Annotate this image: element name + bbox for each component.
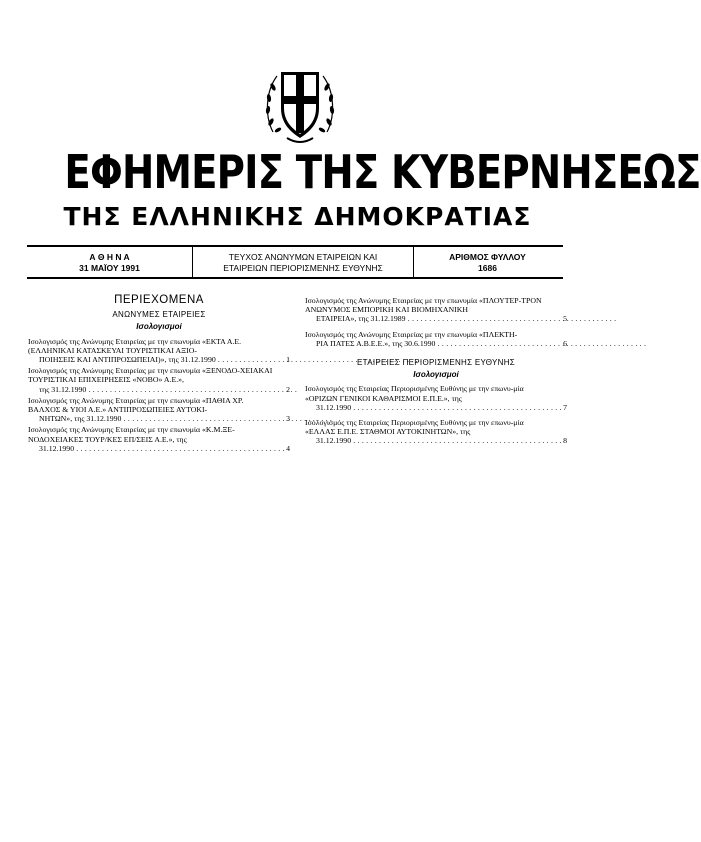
contents-heading: ΠΕΡΙΕΧΟΜΕΝΑ xyxy=(114,294,204,306)
issue-place-date xyxy=(27,252,192,274)
issue-date: 31 ΜΑΪΟΥ 1991 xyxy=(79,263,140,273)
entry-tail: ΠΟΙΗΣΕΙΣ ΚΑΙ ΑΝΤΙΠΡΟΣΩΠΕΙΑΙ)», της 31.12.1990 . . . xyxy=(28,355,276,364)
greek-coat-of-arms-icon xyxy=(263,62,337,144)
gazette-subtitle: ΤΗΣ ΕΛΛΗΝΙΚΗΣ ΔΗΜΟΚΡΑΤΙΑΣ xyxy=(63,202,532,231)
entry-text: Ισολογισμός της Ανώνυμης Εταιρείας με την επωνυμία «ΕΚΤΑ Α.Ε. (ΕΛΛΗΝΙΚΑΙ ΚΑΤΑΣΚΕΥΑΙ ΤΟΥΡΙΣΤΙΚΑΙ ΑΞΙΟ- xyxy=(28,336,242,355)
entry-text: Ισολογισμός της Ανώνυμης Εταιρείας με την επωνυμία «ΠΛΕΚΤΗ- xyxy=(305,329,518,339)
contents-entry[interactable] xyxy=(28,366,290,394)
entry-page-number: 4 xyxy=(286,443,290,453)
contents-entry[interactable] xyxy=(305,330,567,348)
section-heading-epe: ΕΤΑΙΡΕΙΕΣ ΠΕΡΙΟΡΙΣΜΕΝΗΣ ΕΥΘΥΝΗΣ xyxy=(356,358,516,368)
entry-page-number: 6 xyxy=(563,338,567,348)
entry-text: Ισολογισμός της Ανώνυμης Εταιρείας με την επωνυμία «ΞΕΝΟΔΟ-ΧΕΙΑΚΑΙ ΤΟΥΡΙΣΤΙΚΑΙ ΕΠΙΧΕΙΡΗΣΕΙΣ «ΝΟΒΟ» Α.Ε.», xyxy=(28,366,273,385)
contents-entry[interactable] xyxy=(28,396,290,424)
entry-tail: 31.12.1990 . . . xyxy=(28,444,276,453)
entry-text: Ισολογισμός της Ανώνυμης Εταιρείας με την επωνυμία «ΠΛΟΥΤΕΡ-ΤΡΟΝ ΑΝΩΝΥΜΟΣ ΕΜΠΟΡΙΚΗ ΚΑΙ ΒΙΟΜΗΧΑΝΙΚΗ xyxy=(305,296,542,315)
issue-city: Α Θ Η Ν Α xyxy=(89,252,130,262)
entry-tail: 31.12.1990 . . . xyxy=(305,436,553,445)
entry-tail: ΕΤΑΙΡΕΙΑ», της 31.12.1989 . . . xyxy=(305,314,553,323)
entry-page-number: 3 xyxy=(286,414,290,424)
subsection-heading-balance-sheets: Ισολογισμοί xyxy=(413,370,459,380)
contents-entry[interactable] xyxy=(305,384,567,412)
entry-tail: της 31.12.1990 . . . xyxy=(28,385,276,394)
entry-text: Ισολογισμός της Ανώνυμης Εταιρείας με την επωνυμία «Κ.Μ.ΞΕ-ΝΟΔΟΧΕΙΑΚΕΣ ΤΟΥΡ/ΚΕΣ ΕΠ/ΣΕΙΣ Α.Ε.», της xyxy=(28,425,235,444)
section-heading-ae: ΑΝΩΝΥΜΕΣ ΕΤΑΙΡΕΙΕΣ xyxy=(112,310,206,320)
issue-type xyxy=(192,247,414,277)
issue-type-line1: ΤΕΥΧΟΣ ΑΝΩΝΥΜΩΝ ΕΤΑΙΡΕΙΩΝ ΚΑΙ xyxy=(228,252,378,262)
issue-type-line2: ΕΤΑΙΡΕΙΩΝ ΠΕΡΙΟΡΙΣΜΕΝΗΣ ΕΥΘΥΝΗΣ xyxy=(223,263,383,273)
entry-page-number: 8 xyxy=(563,436,567,446)
contents-right-column xyxy=(305,296,567,448)
subsection-heading-balance-sheets: Ισολογισμοί xyxy=(136,322,182,332)
issue-sheet xyxy=(412,252,563,274)
entry-tail: ΡΙΑ ΠΑΤΕΣ Α.Β.Ε.Ε.», της 30.6.1990 . . . xyxy=(305,339,553,348)
contents-entry[interactable] xyxy=(305,418,567,446)
entry-text: Ισολογισμός της Ανώνυμης Εταιρείας με την επωνυμία «ΠΑΘΙΑ ΧΡ. ΒΑΛΧΟΣ & ΥΙΟΙ Α.Ε.» ΑΝΤΙΠΡΟΣΩΠΕΙΕΣ ΑΥΤΟΚΙ- xyxy=(28,395,244,415)
entry-page-number: 7 xyxy=(563,402,567,412)
gazette-title: ΕΦΗΜΕΡΙΣ ΤΗΣ ΚΥΒΕΡΝΗΣΕΩΣ xyxy=(64,145,701,199)
contents-entry[interactable] xyxy=(305,296,567,324)
entry-text: Ισολογισμός της Εταιρείας Περιορισμένης Ευθύνης με την επωνυ-μία «ΟΡΙΖΩΝ ΓΕΝΙΚΟΙ ΚΑΘΑΡΙΣΜΟΙ Ε.Π.Ε.», της xyxy=(305,384,524,403)
entry-text: Ισολογισμός της Εταιρείας Περιορισμένης Ευθύνης με την επωνυ-μία «ΕΛΛΑΣ Ε.Π.Ε. ΣΤΑΘΜΟΙ ΑΥΤΟΚΙΝΗΤΩΝ», της xyxy=(305,418,524,437)
entry-page-number: 2 xyxy=(286,384,290,394)
contents-entry[interactable] xyxy=(28,425,290,453)
contents-left-column xyxy=(28,296,290,455)
sheet-label: ΑΡΙΘΜΟΣ ΦΥΛΛΟΥ xyxy=(449,252,526,262)
sheet-number: 1686 xyxy=(478,263,497,273)
entry-page-number: 1 xyxy=(286,355,290,365)
entry-tail: ΝΗΤΩΝ», της 31.12.1990 . . . xyxy=(28,414,276,423)
issue-info-bar xyxy=(27,245,563,279)
entry-tail: 31.12.1990 . . . xyxy=(305,403,553,412)
entry-page-number: 5 xyxy=(563,314,567,324)
contents-entry[interactable] xyxy=(28,337,290,365)
